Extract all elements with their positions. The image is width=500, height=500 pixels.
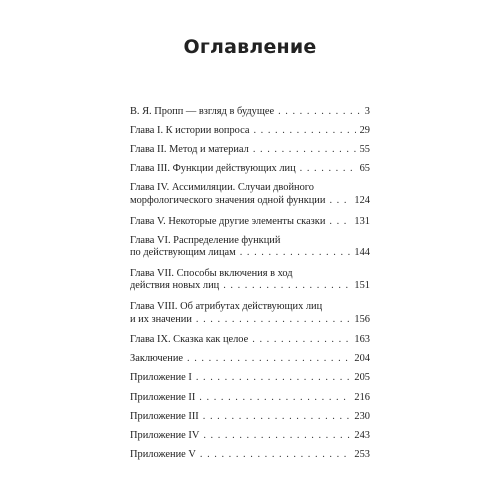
toc-entry bbox=[130, 334, 370, 347]
toc-entry-title: Глава II. Метод и материал bbox=[130, 144, 249, 156]
dot-leader bbox=[253, 125, 355, 138]
toc-page-number: 204 bbox=[354, 353, 370, 365]
toc-entry-title-line: морфологического значения одной функции bbox=[130, 194, 326, 206]
toc-entry bbox=[130, 144, 370, 157]
toc-page-number: 253 bbox=[354, 448, 370, 460]
dot-leader bbox=[203, 411, 351, 424]
toc-entry bbox=[130, 106, 370, 119]
dot-leader bbox=[223, 280, 350, 293]
dot-leader bbox=[196, 314, 351, 327]
dot-leader bbox=[300, 163, 356, 176]
toc-entry-title: В. Я. Пропп — взгляд в будущее bbox=[130, 106, 275, 117]
toc-entry-title: Приложение IV bbox=[130, 429, 200, 441]
dot-leader bbox=[329, 195, 350, 208]
toc-entry-title: Глава V. Некоторые другие элементы сказки bbox=[130, 215, 326, 227]
toc-entry-title: Глава I. К истории вопроса bbox=[130, 125, 250, 137]
toc-entry bbox=[130, 353, 370, 366]
toc-entry-title-line: Глава VIII. Об атрибутах действующих лиц bbox=[130, 301, 323, 313]
dot-leader bbox=[329, 216, 350, 229]
toc-entry bbox=[130, 430, 370, 443]
toc-entry-title-line: Глава IV. Ассимиляции. Случаи двойного bbox=[130, 182, 314, 194]
toc-page-number: 205 bbox=[354, 372, 370, 384]
toc-page-number: 243 bbox=[354, 429, 370, 441]
toc-entry bbox=[130, 301, 370, 326]
dot-leader bbox=[278, 106, 361, 119]
toc-entry bbox=[130, 125, 370, 138]
toc-page-number: 163 bbox=[354, 334, 370, 346]
toc-entry-title-line: действия новых лиц bbox=[130, 280, 220, 292]
toc-page-number: 124 bbox=[354, 194, 370, 206]
toc-entry-title-line: по действующим лицам bbox=[130, 247, 236, 259]
toc-entry-title-line: и их значении bbox=[130, 313, 192, 325]
toc-entry bbox=[130, 163, 370, 176]
toc-entry bbox=[130, 268, 370, 293]
toc-page-number: 156 bbox=[354, 313, 370, 325]
toc-entry bbox=[130, 411, 370, 424]
toc-page-number: 131 bbox=[354, 215, 370, 227]
toc-entry bbox=[130, 182, 370, 207]
toc-entry-title: Глава III. Функции действующих лиц bbox=[130, 163, 296, 175]
toc-page-number: 29 bbox=[359, 125, 370, 137]
toc-entry-title: Глава IX. Сказка как целое bbox=[130, 334, 249, 346]
toc-entry bbox=[130, 235, 370, 260]
toc-entry-title-line: Глава VI. Распределение функций bbox=[130, 234, 281, 246]
toc-entry bbox=[130, 449, 370, 462]
dot-leader bbox=[203, 430, 350, 443]
toc-page-number: 216 bbox=[354, 391, 370, 403]
dot-leader bbox=[252, 334, 350, 347]
dot-leader bbox=[200, 449, 351, 462]
toc-entry-title: Приложение I bbox=[130, 372, 192, 384]
toc-page-number: 3 bbox=[364, 106, 370, 117]
toc-entry bbox=[130, 392, 370, 405]
page-title: Оглавление bbox=[183, 36, 317, 58]
dot-leader bbox=[199, 392, 350, 405]
toc-page-number: 65 bbox=[359, 163, 370, 175]
dot-leader bbox=[253, 144, 356, 157]
dot-leader bbox=[196, 372, 351, 385]
table-of-contents bbox=[130, 106, 370, 468]
dot-leader bbox=[187, 353, 350, 366]
toc-entry-title-line: Глава VII. Способы включения в ход bbox=[130, 267, 293, 279]
toc-page-number: 144 bbox=[354, 247, 370, 259]
toc-entry-title: Заключение bbox=[130, 353, 183, 365]
toc-page-number: 55 bbox=[359, 144, 370, 156]
dot-leader bbox=[240, 247, 351, 260]
toc-entry-title: Приложение III bbox=[130, 410, 199, 422]
toc-entry bbox=[130, 372, 370, 385]
toc-page-number: 151 bbox=[354, 280, 370, 292]
toc-entry bbox=[130, 216, 370, 229]
toc-entry-title: Приложение II bbox=[130, 391, 196, 403]
toc-entry-title: Приложение V bbox=[130, 448, 196, 460]
toc-page-number: 230 bbox=[354, 410, 370, 422]
